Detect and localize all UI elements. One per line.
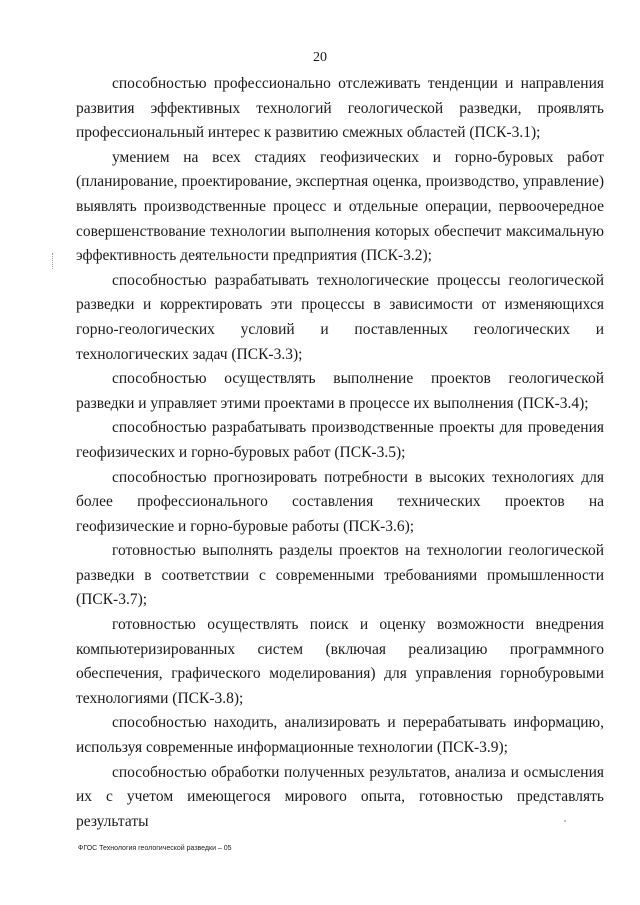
paragraph-psk-3-7: готовностью выполнять разделы проектов на технологии геологической разведки в соответствии с современными требованиями промышленности (ПСК-3.7); <box>76 542 604 609</box>
paragraph-psk-3-2: умением на всех стадиях геофизических и горно-буровых работ (планирование, проектирование, экспертная оценка, производство, управление) выявлять производственные процесс и отдельные операции, первоочередное совершенствование технологии выполнения которых обеспечит максимальную эффективность деятельности предприятия (ПСК-3.2); <box>76 148 604 265</box>
margin-mark <box>52 253 55 269</box>
paragraph-psk-3-9: способностью находить, анализировать и перерабатывать информацию, используя современные информационные технологии (ПСК-3.9); <box>76 714 604 757</box>
page-footer: ФГОС Технология геологической разведки – 05 <box>78 845 232 852</box>
paragraph-psk-3-4: способностью осуществлять выполнение проектов геологической разведки и управляет этими проектами в процессе их выполнения (ПСК-3.4); <box>76 370 604 412</box>
paragraph-psk-3-5: способностью разрабатывать производственные проекты для проведения геофизических и горно-буровых работ (ПСК-3.5); <box>76 419 604 461</box>
speck <box>564 820 566 822</box>
paragraph-psk-3-1: способностью профессионально отслеживать тенденции и направления развития эффективных технологий геологической разведки, проявлять профессиональный интерес к развитию смежных областей (ПСК-3.1); <box>76 75 604 142</box>
paragraph-psk-3-8: готовностью осуществлять поиск и оценку возможности внедрения компьютеризированных систем (включая реализацию программного обеспечения, графического моделирования) для управления горнобуровыми технологиями (ПСК-3.8); <box>76 616 604 707</box>
paragraph-psk-3-3: способностью разрабатывать технологические процессы геологической разведки и корректировать эти процессы в зависимости от изменяющихся горно-геологических условий и поставленных геологических и технологических задач (ПСК-3.3); <box>76 271 604 363</box>
paragraph-psk-3-6: способностью прогнозировать потребности в высоких технологиях для более профессионального составления технических проектов на геофизические и горно-буровые работы (ПСК-3.6); <box>76 468 604 535</box>
page-number: 20 <box>313 50 327 65</box>
paragraph-results: способностью обработки полученных результатов, анализа и осмысления их с учетом имеющегося мирового опыта, готовностью представлять результаты <box>76 763 604 830</box>
document-body <box>76 72 604 834</box>
